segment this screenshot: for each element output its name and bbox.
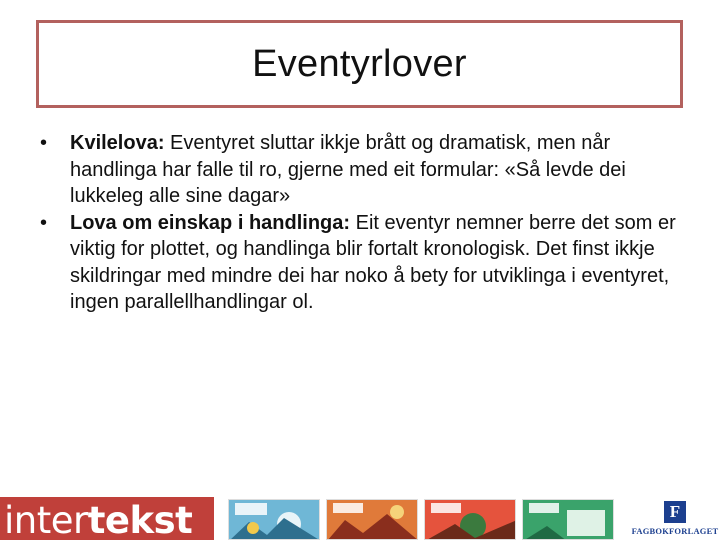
bullet-text: Eit eventyr nemner berre det som er viktig for plottet, og handlinga blir fortalt kronologisk. Det finst ikkje skildringar med mindre dei har noko å bety for utviklinga i eventyret, ingen parallellhandlingar ol. xyxy=(70,211,676,313)
logo-inter: inter xyxy=(4,499,88,540)
bullet-item-einskap xyxy=(32,210,692,316)
bullet-list xyxy=(32,130,692,316)
book-cover-image xyxy=(424,499,516,540)
book-cover-image xyxy=(228,499,320,540)
publisher-name: FAGBOKFORLAGET xyxy=(631,526,719,536)
publisher-mark: F xyxy=(664,501,686,523)
slide-title: Eventyrlover xyxy=(252,42,467,85)
bullet-item-kvilelova xyxy=(32,130,692,210)
book-cover-image xyxy=(326,499,418,540)
bullet-term: Kvilelova: xyxy=(70,132,165,154)
book-covers-strip xyxy=(214,497,720,540)
book-cover-image xyxy=(522,499,614,540)
title-frame xyxy=(36,20,683,108)
fagbokforlaget-logo xyxy=(631,501,719,540)
slide-content xyxy=(32,130,692,316)
bullet-term: Lova om einskap i handlinga: xyxy=(70,211,351,234)
bullet-icon: • xyxy=(40,211,48,234)
logo-tekst: tekst xyxy=(87,499,193,540)
logo-text xyxy=(4,499,193,540)
bullet-icon: • xyxy=(40,132,48,154)
intertekst-logo xyxy=(0,497,214,540)
bullet-text: Eventyret sluttar ikkje brått og dramatisk, men når handlinga har falle til ro, gjerne med eit formular: «Så levde dei lukkeleg alle sine dagar» xyxy=(70,132,626,207)
footer-bar xyxy=(0,497,720,540)
